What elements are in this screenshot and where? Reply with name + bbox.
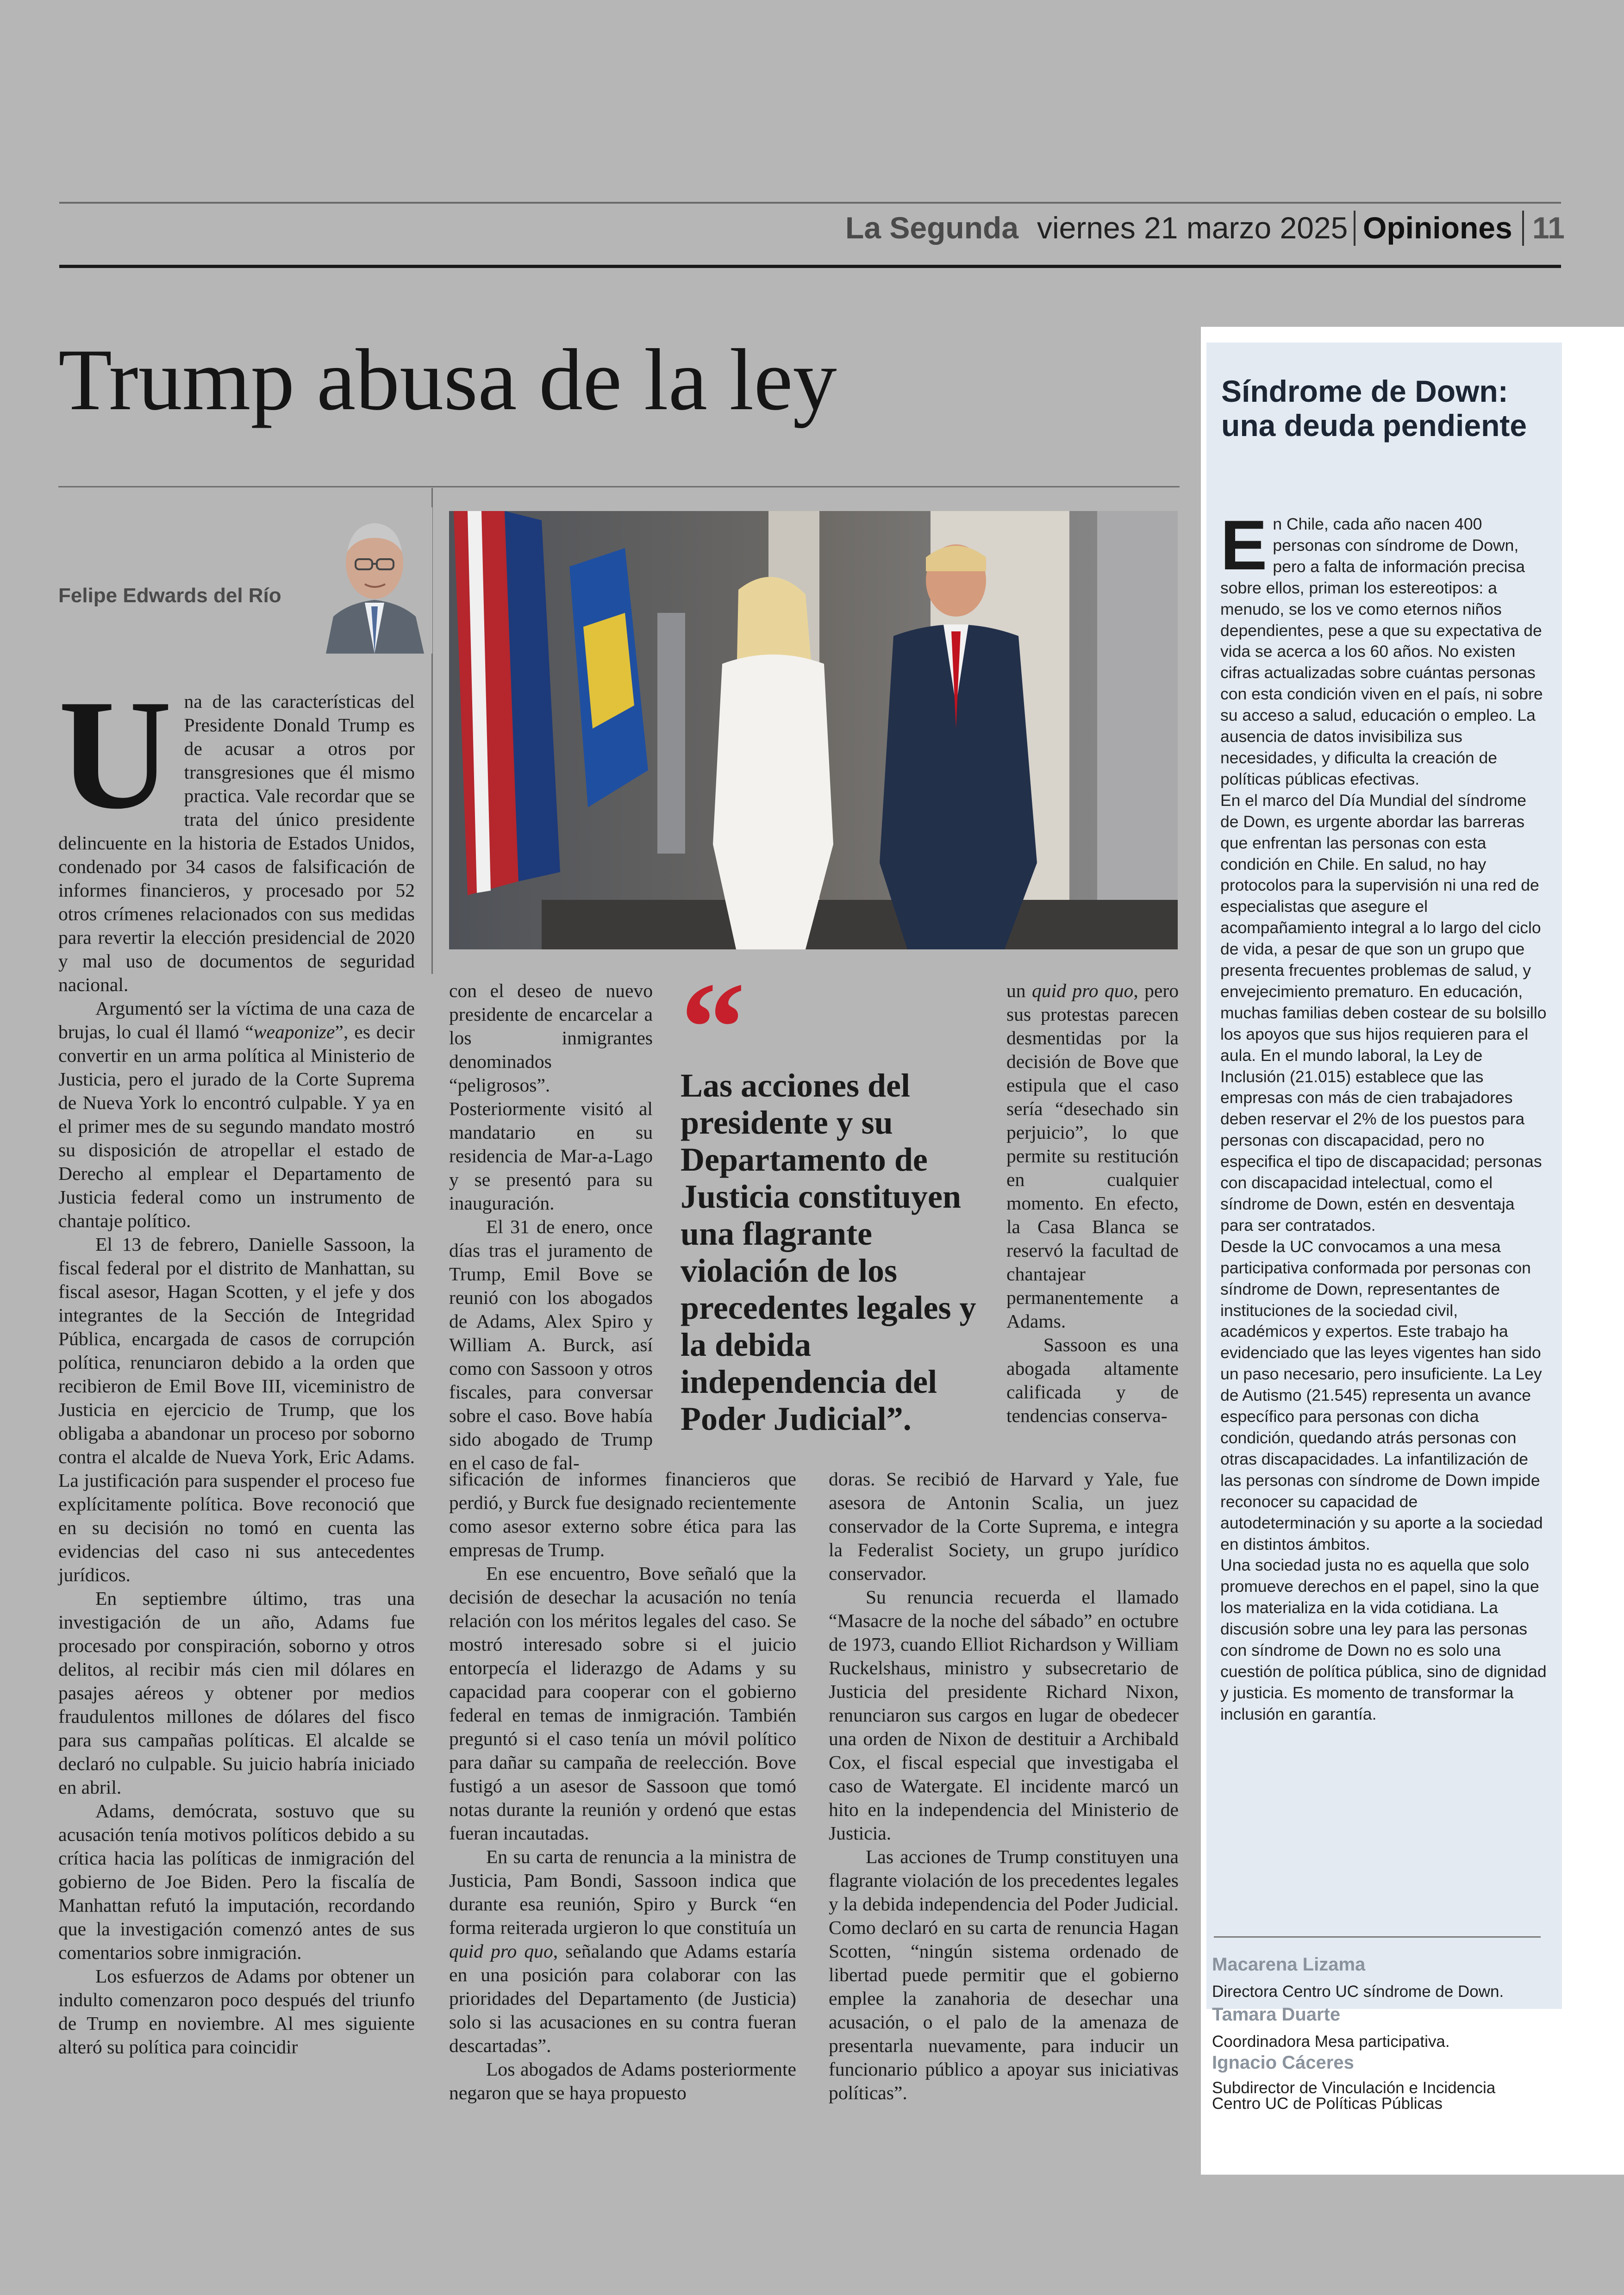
article-paragraph: En septiembre último, tras una investigación de un año, Adams fue procesado por conspiración, soborno y otros delitos, al recibir más cien mil dólares en pasajes aéreos y obtener por medios fraudulentos millones de dólares del fisco para sus campañas políticas. El alcalde se declaró no culpable. Su juicio habría iniciado en abril.: [58, 1588, 415, 1798]
article-paragraph: doras. Se recibió de Harvard y Yale, fue asesora de Antonin Scalia, un juez conservador de la Corte Suprema, e integra la Federalist Society, un grupo jurídico conservador.: [829, 1468, 1179, 1584]
article-paragraph: con el deseo de nuevo presidente de encarcelar a los inmigrantes denominados “peligrosos”. Posteriormente visitó al mandatario en su residencia de Mar-a-Lago y se presentó para su inauguración.: [449, 980, 653, 1214]
article-paragraph: [58, 997, 415, 1233]
article-paragraph: El 13 de febrero, Danielle Sassoon, la fiscal federal por el distrito de Manhattan, su fiscal asesor, Hagan Scotten, y el jefe y dos integrantes de la Sección de Integridad Pública, encargada de casos de corrupción política, renunciaron debido a la orden que recibieron de Emil Bove III, viceministro de Justicia en ejercicio de Trump, que los obligaba a abandonar un proceso por soborno contra el alcalde de Nueva York, Eric Adams. La justificación para suspender el proceso fue explícitamente política. Bove reconoció que en su decisión no tomó en cuenta las evidencias del caso ni sus antecedentes jurídicos.: [58, 1234, 415, 1585]
article-paragraph: Su renuncia recuerda el llamado “Masacre de la noche del sábado” en octubre de 1973, cuando Elliot Richardson y William Ruckelshaus, ministro y subsecretario de Justicia del presidente Richard Nixon, renunciaron sus cargos en lugar de obedecer una orden de Nixon de destituir a Archibald Cox, el fiscal especial que investigaba el caso de Watergate. El incidente marcó un hito en la independencia del Ministerio de Justicia.: [829, 1586, 1179, 1844]
article-headline: Trump abusa de la ley: [58, 331, 837, 429]
article-paragraph: El 31 de enero, once días tras el juramento de Trump, Emil Bove se reunió con los abogados de Adams, Alex Spiro y William A. Burck, así como con Sassoon y otros fiscales, para conversar sobre el caso. Bove había sido abogado de Trump en el caso de fal-: [449, 1216, 653, 1473]
sidebar-paragraph: n Chile, cada año nacen 400 personas con síndrome de Down, pero a falta de información precisa sobre ellos, priman los estereotipos: a menudo, se los ve como eternos niños dependientes, pese a que su expectativa de vida se acerca a los 60 años. No existen cifras actualizadas sobre cuántas personas con esta condición viven en el país, ni sobre su acceso a salud, educación o empleo. La ausencia de datos invisibiliza sus necesidades, y dificulta la creación de políticas públicas efectivas.: [1220, 515, 1543, 788]
text-emphasis: quid pro quo: [449, 1940, 553, 1962]
article-column-3-upper: [1006, 979, 1179, 1428]
article-paragraph: [1006, 979, 1179, 1333]
sidebar-author-name: Tamara Duarte: [1212, 2004, 1341, 2025]
newspaper-name: La Segunda: [845, 211, 1019, 245]
article-paragraph: Sassoon es una abogada altamente calificada y de tendencias conserva-: [1006, 1334, 1179, 1426]
masthead-bottom-rule: [59, 265, 1561, 268]
article-paragraph: Los esfuerzos de Adams por obtener un indulto comenzaron poco después del triunfo de Trump en noviembre. Al mes siguiente alteró su política para coincidir: [58, 1965, 415, 2058]
article-paragraph: En ese encuentro, Bove señaló que la decisión de desechar la acusación no tenía relación con los méritos legales del caso. Se mostró interesado sobre si el juicio entorpecía el liderazgo de Adams y su capacidad para cooperar con el gobierno federal en temas de inmigración. También preguntó si el caso tenía un móvil político para dañar su campaña de reelección. Bove fustigó a un asesor de Sassoon que tomó notas durante la reunión y ordenó que estas fueran incautadas.: [449, 1563, 796, 1844]
article-paragraph: sificación de informes financieros que perdió, y Burck fue designado recientemente como asesor externo sobre ética para las empresas de Trump.: [449, 1468, 796, 1560]
masthead-separator: [1354, 211, 1355, 246]
article-dropcap: U: [58, 667, 172, 842]
article-paragraph: na de las características del Presidente Donald Trump es de acusar a otros por transgresiones que él mismo practica. Vale recordar que se trata del único presidente delincuente en la historia de Estados Unidos, condenado por 34 casos de falsificación de informes financieros, y procesado por 52 otros crímenes relacionados con sus medidas para revertir la elección presidencial de 2020 y mal uso de documentos de seguridad nacional.: [58, 691, 415, 995]
issue-date: viernes 21 marzo 2025: [1037, 211, 1348, 245]
article-paragraph: Los abogados de Adams posteriormente negaron que se haya propuesto: [449, 2058, 796, 2103]
article-paragraph: [449, 1845, 796, 2058]
article-photo: [449, 511, 1178, 949]
masthead-top-rule: [59, 202, 1561, 204]
sidebar-divider: [1214, 1936, 1541, 1938]
article-paragraph: Adams, demócrata, sostuvo que su acusación tenía motivos políticos debido a su crítica hacia las políticas de inmigración del gobierno de Joe Biden. Pero la fiscalía de Manhattan refutó la imputación, recordando que la investigación comenzó antes de sus comentarios sobre inmigración.: [58, 1800, 415, 1963]
sidebar-author-role: Directora Centro UC síndrome de Down.: [1212, 1983, 1504, 2001]
text-run: un: [1006, 980, 1032, 1001]
text-run: ”, es decir convertir en un arma política al Ministerio de Justicia, pero el jurado de la Corte Suprema de Nueva York lo encontró culpable. Y ya en el primer mes de su segundo mandato mostró su disposición de atropellar el estado de Derecho al emplear el Departamento de Justicia federal como un instrumento de chantaje político.: [58, 1021, 415, 1231]
headline-rule: [58, 486, 1180, 487]
sidebar-paragraph: Una sociedad justa no es aquella que solo promueve derechos en el papel, sino la que los materializa en la vida cotidiana. La discusión sobre una ley para las personas con síndrome de Down no es solo una cuestión de política pública, sino de dignidad y justicia. Es momento de transformar la inclusión en garantía.: [1220, 1556, 1547, 1723]
sidebar-body: [1220, 506, 1547, 1725]
sidebar-dropcap: E: [1220, 506, 1268, 585]
text-run: En su carta de renuncia a la ministra de Justicia, Pam Bondi, Sassoon indica que durante esa reunión, Spiro y Burck “en forma reiterada urgieron lo que constituía un: [449, 1846, 796, 1938]
text-emphasis: weaponize: [253, 1021, 335, 1042]
quote-mark-icon: “: [681, 955, 745, 1099]
article-column-2-upper: [449, 979, 653, 1475]
text-emphasis: quid pro quo: [1031, 980, 1134, 1001]
article-column-2-lower: [449, 1467, 796, 2105]
text-run: Argumentó ser la víctima de una caza de brujas, lo cual él llamó “: [58, 998, 415, 1042]
text-run: , pero sus protestas parecen desmentidas por la decisión de Bove que estipula que el caso sería “desechado sin perjuicio”, lo que permite su restitución en cualquier momento. En efecto, la Casa Blanca se reservó la facultad de chantajear permanentemente a Adams.: [1006, 980, 1179, 1332]
sidebar-paragraph: Desde la UC convocamos a una mesa participativa conformada por personas con síndrome de Down, representantes de instituciones de la sociedad civil, académicos y expertos. Este trabajo ha evidenciado que las leyes vigentes han sido un paso necesario, pero insuficiente. La Ley de Autismo (21.545) representa un avance específico para personas con dicha condición, quedando atrás personas con otras discapacidades. La infantilización de las personas con síndrome de Down impide reconocer su capacidad de autodeterminación y su aporte a la sociedad en distintos ámbitos.: [1220, 1237, 1543, 1553]
masthead: [59, 206, 1565, 250]
page-number: 11: [1532, 211, 1565, 245]
article-column-3-lower: [829, 1467, 1179, 2105]
sidebar-author-name: Ignacio Cáceres: [1212, 2052, 1354, 2073]
pull-quote: [681, 955, 981, 1437]
sidebar-title: Síndrome de Down: una deuda pendiente: [1221, 374, 1527, 443]
sidebar-author-role: Coordinadora Mesa participativa.: [1212, 2033, 1450, 2051]
sidebar-author-role: Subdirector de Vinculación e Incidencia Centro UC de Políticas Públicas: [1212, 2079, 1496, 2113]
pull-quote-text: Las acciones del presidente y su Departamento de Justicia constituyen una flagrante violación de los precedentes legales y la debida independencia del Poder Judicial”.: [681, 1067, 976, 1437]
article-paragraph: Las acciones de Trump constituyen una flagrante violación de los precedentes legales y la debida independencia del Poder Judicial. Como declaró en su carta de renuncia Hagan Scotten, “ningún sistema ordenado de libertad puede permitir que el gobierno emplee la zanahoria de desechar una acusación, o el palo de la amenaza de presentarla nuevamente, para inducir un funcionario público a apoyar sus iniciativas políticas”.: [829, 1846, 1179, 2103]
article-column-1: [58, 667, 415, 2059]
sidebar-paragraph: En el marco del Día Mundial del síndrome de Down, es urgente abordar las barreras que enfrentan las personas con esta condición en Chile. En salud, no hay protocolos para la supervisión ni una red de especialistas que asegure el acompañamiento integral a lo largo del ciclo de vida, a pesar de que son un grupo que presenta frecuentes problemas de salud, y envejecimiento prematuro. En educación, muchas familias deben costear de su bolsillo los apoyos que sus hijos requieren para el aula. En el mundo laboral, la Ley de Inclusión (21.015) establece que las empresas con más de cien trabajadores deben reservar el 2% de los puestos para personas con discapacidad, pero no especifica el tipo de discapacidad; personas con discapacidad intelectual, como el síndrome de Down, estén en desventaja para ser contratados.: [1220, 791, 1547, 1235]
section-name: Opiniones: [1363, 211, 1512, 245]
author-portrait: [317, 507, 432, 654]
text-run: , señalando que Adams estaría en una posición para colaborar con las prioridades del Departamento (de Justicia) solo si las acusaciones en su contra fueran descartadas”.: [449, 1940, 797, 2056]
masthead-separator: [1522, 211, 1524, 246]
author-byline: Felipe Edwards del Río: [58, 584, 281, 607]
sidebar-author-name: Macarena Lizama: [1212, 1954, 1366, 1975]
